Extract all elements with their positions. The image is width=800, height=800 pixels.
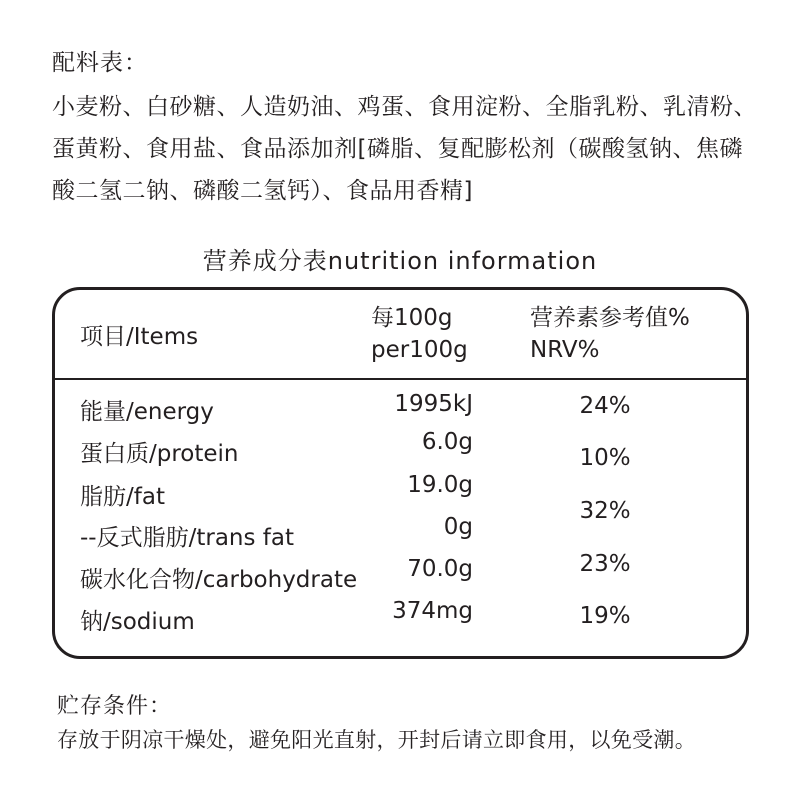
row-sodium-label: 钠/sodium	[80, 609, 195, 635]
ingredients-heading: 配料表：	[52, 50, 148, 76]
row-fat-value: 19.0g	[407, 472, 473, 498]
row-energy-value: 1995kJ	[394, 391, 473, 417]
row-protein-value: 6.0g	[421, 429, 473, 455]
row-fat-label: 脂肪/fat	[80, 484, 165, 510]
row-protein-label: 蛋白质/protein	[80, 441, 239, 467]
nutrition-table	[52, 287, 749, 659]
row-sodium-nrv: 19%	[579, 603, 631, 629]
row-trans-fat-label: --反式脂肪/trans fat	[80, 525, 294, 551]
row-carbohydrate-value: 70.0g	[407, 556, 473, 582]
row-energy-nrv: 24%	[579, 393, 631, 419]
nutrition-table-title: 营养成分表nutrition information	[202, 247, 598, 275]
header-per-line1: 每100g	[371, 305, 453, 331]
row-trans-fat-value: 0g	[443, 514, 473, 540]
header-per-100g	[371, 302, 468, 366]
header-nrv-line2: NRV%	[530, 337, 600, 363]
row-protein-nrv: 10%	[579, 445, 631, 471]
storage-heading: 贮存条件：	[57, 694, 173, 719]
header-divider	[55, 378, 746, 380]
row-sodium-value: 374mg	[392, 598, 473, 624]
storage-text: 存放于阴凉干燥处，避免阳光直射，开封后请立即食用，以免受潮。	[57, 728, 696, 752]
row-carbohydrate-label: 碳水化合物/carbohydrate	[80, 567, 358, 593]
header-per-line2: per100g	[371, 337, 468, 363]
row-fat-nrv: 32%	[579, 498, 631, 524]
header-item-label: 项目/Items	[80, 324, 199, 350]
ingredients-text: 小麦粉、白砂糖、人造奶油、鸡蛋、食用淀粉、全脂乳粉、乳清粉、蛋黄粉、食用盐、食品添加剂[磷脂、复配膨松剂（碳酸氢钠、焦磷酸二氢二钠、磷酸二氢钙）、食品用香精]	[52, 94, 757, 204]
row-carbohydrate-nrv: 23%	[579, 551, 631, 577]
row-energy-label: 能量/energy	[80, 399, 214, 425]
header-nrv	[530, 302, 690, 366]
header-nrv-line1: 营养素参考值%	[530, 305, 690, 331]
